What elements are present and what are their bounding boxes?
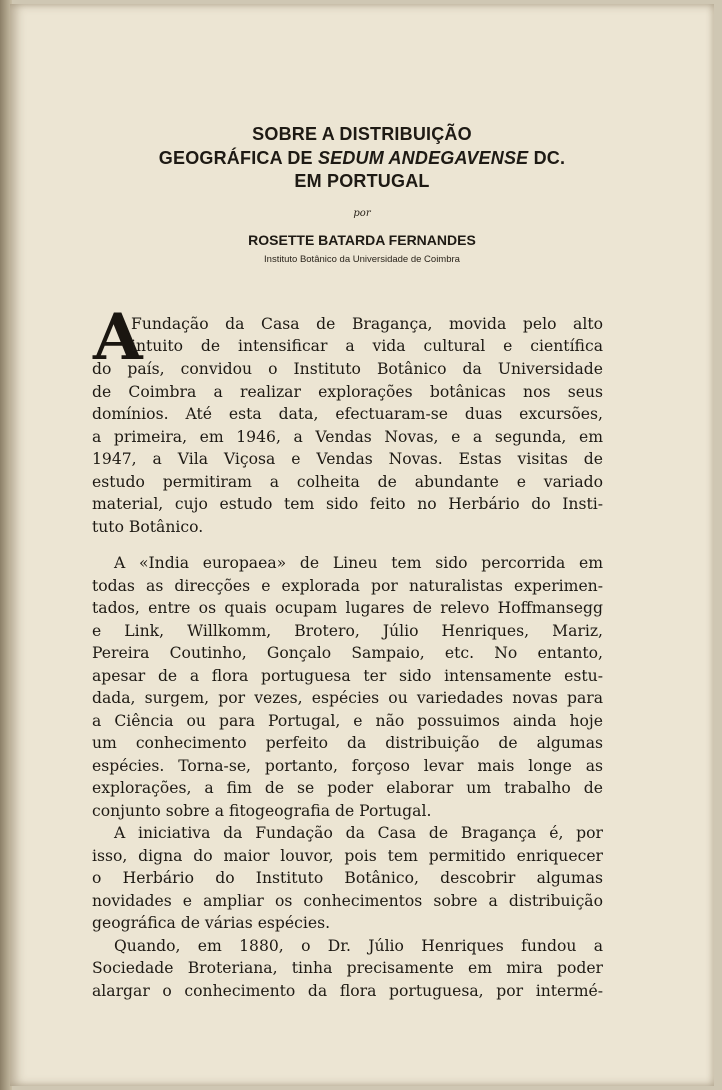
body-line: o Herbário do Instituto Botânico, descobrir algumas xyxy=(92,869,603,887)
title-line-1: SOBRE A DISTRIBUIÇÃO xyxy=(252,124,472,144)
body-line: conjunto sobre a fitogeografia de Portugal. xyxy=(92,802,432,820)
body-line: domínios. Até esta data, efectuaram-se duas excursões, xyxy=(92,405,603,423)
title-line-2 xyxy=(10,148,714,169)
author-institution: Instituto Botânico da Universidade de Coimbra xyxy=(264,254,460,265)
byline: por xyxy=(353,208,371,219)
body-line: Sociedade Broteriana, tinha precisamente em mira poder xyxy=(92,959,603,977)
title-line-2-suffix: DC. xyxy=(528,148,566,168)
title-species-name: SEDUM ANDEGAVENSE xyxy=(317,148,529,168)
body-line: a Ciência ou para Portugal, e não possuimos ainda hoje xyxy=(92,712,603,730)
body-line: A «India europaea» de Lineu tem sido percorrida em xyxy=(114,554,603,572)
body-line: 1947, a Vila Viçosa e Vendas Novas. Estas visitas de xyxy=(92,450,603,468)
body-line: e Link, Willkomm, Brotero, Júlio Henriques, Mariz, xyxy=(92,622,603,640)
body-line: tuto Botânico. xyxy=(92,518,204,536)
body-line: apesar de a flora portuguesa ter sido intensamente estu- xyxy=(92,667,603,685)
body-line: material, cujo estudo tem sido feito no Herbário do Insti- xyxy=(92,495,603,513)
author-name: ROSETTE BATARDA FERNANDES xyxy=(248,232,476,248)
body-line: A iniciativa da Fundação da Casa de Bragança é, por xyxy=(114,824,603,842)
body-line: todas as direcções e explorada por naturalistas experimen- xyxy=(92,577,603,595)
body-line: do país, convidou o Instituto Botânico da Universidade xyxy=(92,360,603,378)
drop-cap: A xyxy=(93,300,143,375)
body-line: geográfica de várias espécies. xyxy=(92,914,331,932)
body-line: novidades e ampliar os conhecimentos sobre a distribuição xyxy=(92,892,603,910)
body-line: alargar o conhecimento da flora portuguesa, por intermé- xyxy=(92,982,603,1000)
body-line: isso, digna do maior louvor, pois tem permitido enriquecer xyxy=(92,847,603,865)
body-line: de Coimbra a realizar explorações botânicas nos seus xyxy=(92,383,603,401)
body-line: dada, surgem, por vezes, espécies ou variedades novas para xyxy=(92,689,603,707)
body-line: tados, entre os quais ocupam lugares de relevo Hoffmansegg xyxy=(92,599,603,617)
body-line: Quando, em 1880, o Dr. Júlio Henriques fundou a xyxy=(114,937,603,955)
body-line: Pereira Coutinho, Gonçalo Sampaio, etc. No entanto, xyxy=(92,644,603,662)
body-line: a primeira, em 1946, a Vendas Novas, e a segunda, em xyxy=(92,428,603,446)
book-page xyxy=(10,4,714,1086)
title-line-2-prefix: GEOGRÁFICA DE xyxy=(158,148,318,168)
body-line: intuito de intensificar a vida cultural e científica xyxy=(131,337,603,355)
body-line: espécies. Torna-se, portanto, forçoso levar mais longe as xyxy=(92,757,603,775)
title-line-3: EM PORTUGAL xyxy=(294,171,430,191)
body-line: estudo permitiram a colheita de abundante e variado xyxy=(92,473,603,491)
body-line: explorações, a fim de se poder elaborar um trabalho de xyxy=(92,779,603,797)
body-line: Fundação da Casa de Bragança, movida pelo alto xyxy=(131,315,603,333)
body-line: um conhecimento perfeito da distribuição de algumas xyxy=(92,734,603,752)
